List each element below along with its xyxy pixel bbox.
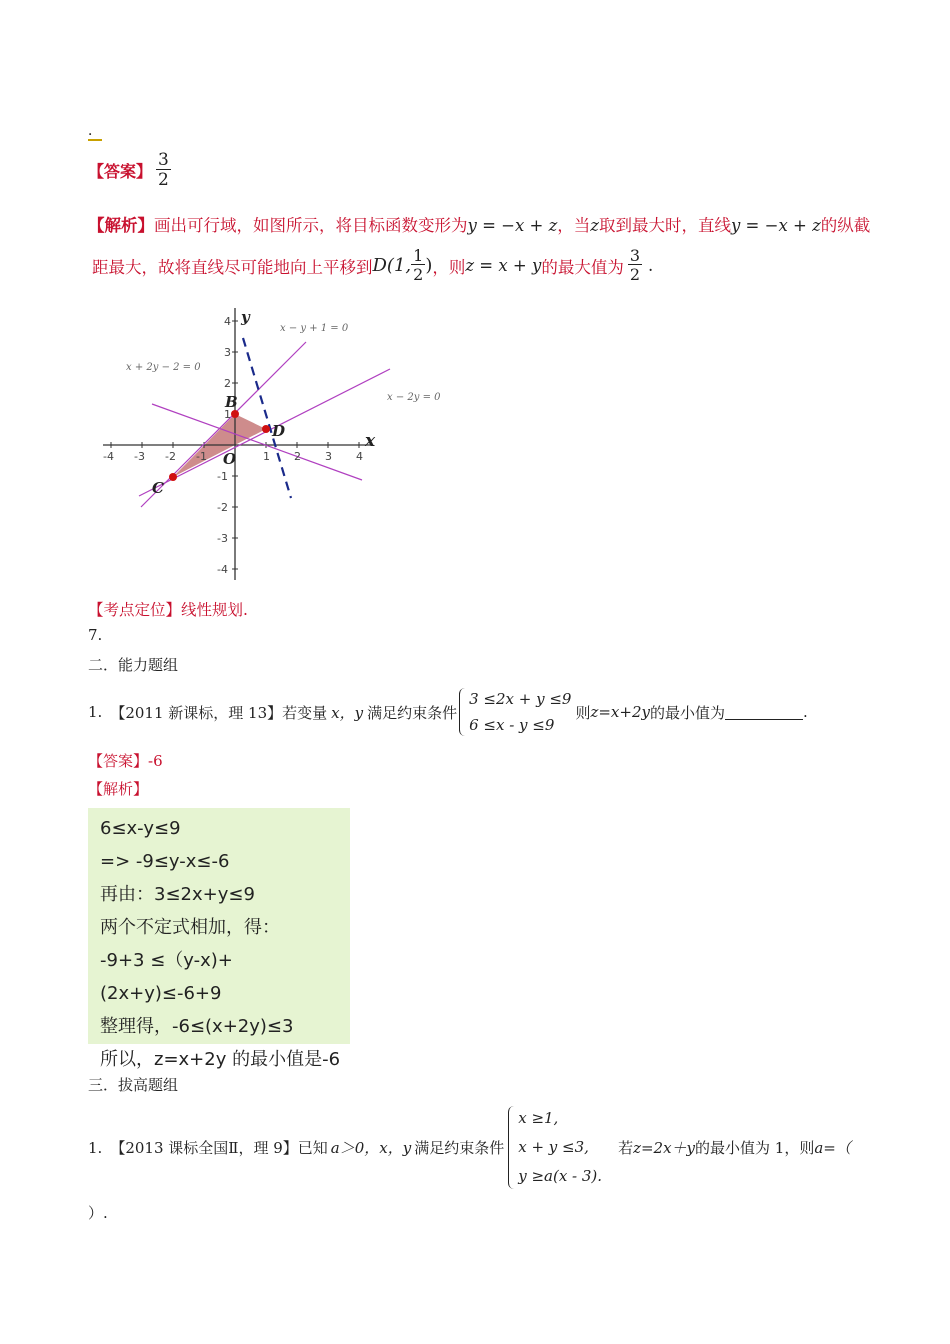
- max-fraction: $\frac{3}{2}$: [629, 246, 640, 284]
- q2-1-line: [88, 686, 808, 738]
- q2-1-answer-value: -6: [148, 752, 163, 770]
- y-tick-label: 2: [224, 377, 231, 390]
- q3-1-text-d: 的最小值为 1，则: [695, 1139, 815, 1157]
- q3-1-line-2: ）.: [88, 1204, 108, 1222]
- analysis-line-1: [88, 212, 870, 236]
- y-tick-label: 4: [224, 315, 231, 328]
- x-tick-label: 1: [263, 450, 270, 463]
- q2-1-text-a: 若变量: [282, 703, 328, 722]
- equation-3: z = x + y: [465, 256, 542, 275]
- answer-line: [88, 152, 171, 189]
- x-tick-label: 4: [356, 450, 363, 463]
- x-tick-label: -3: [134, 450, 145, 463]
- d-fraction: $\frac{1}{2}$: [413, 246, 424, 284]
- x-tick-label: 3: [325, 450, 332, 463]
- x-tick-label: -1: [196, 450, 207, 463]
- label-b: B: [225, 393, 238, 411]
- q3-1-source: 【2013 课标全国Ⅱ，理 9】: [110, 1139, 298, 1157]
- top-marker: ．: [88, 123, 102, 139]
- y-tick-label: 1: [224, 408, 231, 421]
- line-label-3: x − 2y = 0: [387, 392, 441, 403]
- var-z: z: [590, 216, 599, 235]
- q2-1-constraint-2: 6 ≤x - y ≤9: [469, 716, 555, 734]
- analysis-text-1b: ，当: [557, 216, 591, 235]
- solution-line-7: 所以，z=x+2y 的最小值是-6: [100, 1049, 341, 1070]
- q2-1-text-d: 的最小值为: [649, 703, 725, 722]
- q3-1-constraint-1: x ≥1,: [518, 1109, 559, 1127]
- analysis-text-2b: ，则: [432, 257, 466, 277]
- y-tick-label: -4: [217, 563, 228, 576]
- q3-1-condition: a＞0，x，y: [330, 1139, 412, 1157]
- point-d: [262, 425, 270, 433]
- q3-1-line: [88, 1104, 851, 1191]
- answer-label: 【答案】: [88, 162, 153, 181]
- q2-1-text-c: 则: [575, 703, 591, 722]
- x-tick-label: 2: [294, 450, 301, 463]
- q2-1-answer-label: 【答案】: [88, 752, 149, 770]
- point-d-coord: D(1,: [372, 255, 412, 276]
- analysis-text-2a: 距最大，故将直线尽可能地向上平移到: [92, 257, 373, 277]
- feasible-region-figure: [95, 300, 455, 590]
- q3-1-tail: a=（: [814, 1139, 851, 1157]
- q2-1-expr: z=x+2y: [590, 703, 650, 721]
- analysis-label: 【解析】: [88, 216, 154, 235]
- q3-1-expr: z=2x＋y: [633, 1139, 696, 1157]
- x-axis-label: x: [365, 431, 376, 451]
- analysis-text-1d: 的纵截: [820, 216, 871, 235]
- solution-line-2: => -9≤y-x≤-6: [100, 851, 230, 872]
- x-tick-label: -4: [103, 450, 114, 463]
- y-tick-label: 3: [224, 346, 231, 359]
- analysis-text-1c: 取到最大时，直线: [598, 216, 731, 235]
- y-tick-label: -1: [217, 470, 228, 483]
- analysis-text-1a: 画出可行域，如图所示，将目标函数变形为: [154, 216, 468, 235]
- q2-1-constraint-1: 3 ≤2x + y ≤9: [469, 690, 572, 708]
- y-tick-label: -2: [217, 501, 228, 514]
- q3-1-text-a: 已知: [297, 1139, 328, 1157]
- q2-1-text-b: 满足约束条件: [367, 703, 458, 722]
- y-axis-label: y: [241, 308, 250, 326]
- q2-1-answer-line: [88, 750, 163, 771]
- q3-1-constraint-3: y ≥a(x - 3).: [518, 1167, 603, 1185]
- q3-1-text-b: 满足约束条件: [414, 1139, 505, 1157]
- q3-1-number: 1.: [88, 1138, 103, 1157]
- q2-1-vars: x，y: [331, 703, 364, 722]
- section-3-title: 三．拔高题组: [88, 1076, 179, 1094]
- answer-fraction: $\frac{3}{2}$: [158, 150, 169, 190]
- line-label-1: x − y + 1 = 0: [280, 323, 349, 334]
- line-label-2: x + 2y − 2 = 0: [126, 362, 201, 373]
- label-d: D: [272, 422, 286, 440]
- item-7: 7.: [88, 626, 103, 644]
- solution-line-1: 6≤x-y≤9: [100, 818, 181, 839]
- kaodian-line: [88, 598, 248, 620]
- kaodian-label: 【考点定位】: [88, 601, 182, 619]
- q3-1-text-c: 若: [618, 1139, 634, 1157]
- objective-dashed-line: [243, 338, 291, 498]
- analysis-end: .: [648, 256, 654, 275]
- solution-line-4: 两个不定式相加，得：: [100, 917, 280, 938]
- analysis-line-2: [92, 248, 653, 283]
- q2-1-answer-blank: [725, 705, 803, 720]
- q2-1-end: .: [803, 703, 808, 721]
- x-tick-label: -2: [165, 450, 176, 463]
- q2-1-constraints: [459, 686, 571, 738]
- analysis-text-2c: 的最大值为: [541, 257, 624, 277]
- origin-label: O: [223, 450, 237, 468]
- kaodian-text: 线性规划.: [181, 601, 248, 619]
- solution-line-6: 整理得，-6≤(x+2y)≤3: [100, 1016, 294, 1037]
- equation-2: y = −x + z: [730, 216, 821, 235]
- point-c: [169, 473, 177, 481]
- solution-line-3: 再由：3≤2x+y≤9: [100, 884, 255, 905]
- equation-1: y = −x + z: [467, 216, 558, 235]
- q3-1-constraints: [508, 1104, 602, 1191]
- solution-line-5: -9+3 ≤（y-x)+(2x+y)≤-6+9: [100, 950, 233, 1004]
- q3-1-constraint-2: x + y ≤3,: [518, 1138, 589, 1156]
- point-b: [231, 410, 239, 418]
- q2-1-source: 【2011 新课标，理 13】: [110, 703, 283, 722]
- solution-box: [88, 808, 350, 1070]
- q2-1-analysis-label: 【解析】: [88, 780, 149, 798]
- q2-1-number: 1.: [88, 703, 103, 721]
- y-tick-label: -3: [217, 532, 228, 545]
- label-c: C: [152, 479, 164, 497]
- point-d-close: ): [425, 255, 433, 276]
- section-2-title: 二．能力题组: [88, 656, 179, 674]
